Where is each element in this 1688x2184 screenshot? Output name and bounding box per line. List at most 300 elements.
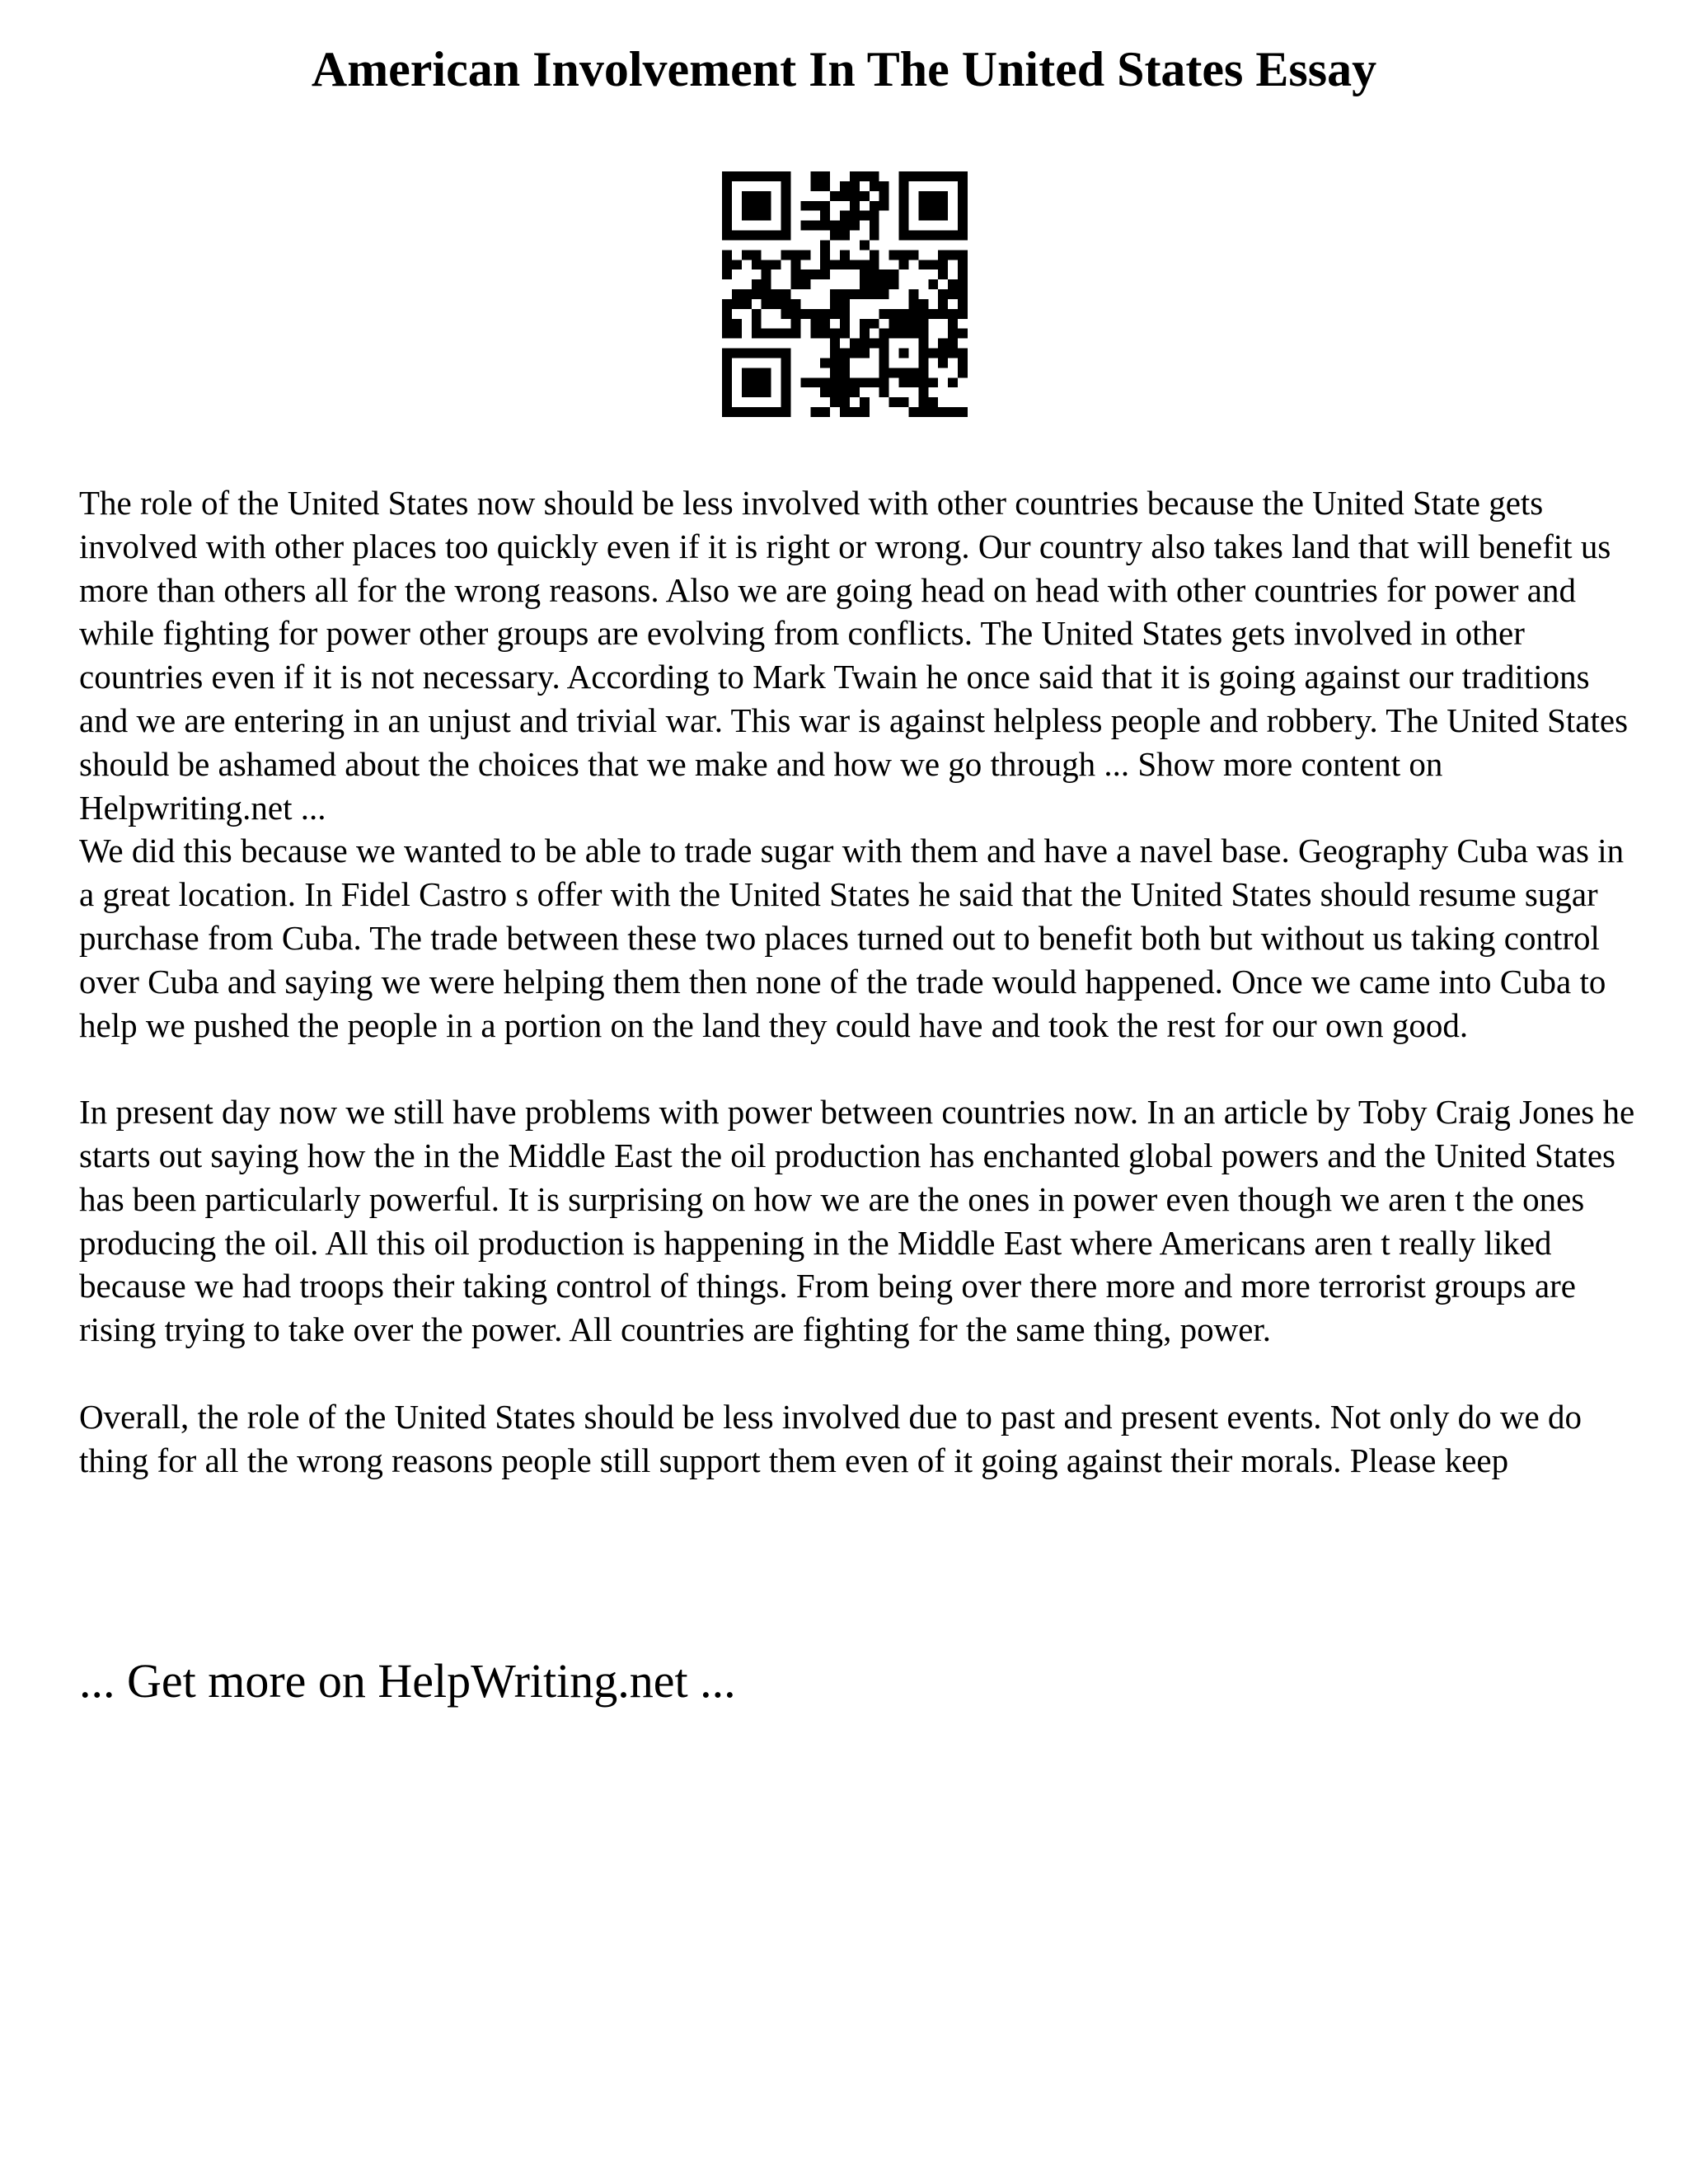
qr-module — [850, 339, 860, 349]
qr-module — [840, 231, 850, 241]
qr-module — [800, 221, 810, 231]
qr-module — [938, 407, 948, 417]
qr-module — [830, 260, 840, 269]
qr-module — [879, 387, 889, 397]
qr-module — [722, 309, 732, 319]
qr-module — [958, 250, 968, 260]
qr-module — [840, 221, 850, 231]
qr-module — [742, 377, 752, 387]
get-more-link[interactable]: ... Get more on HelpWriting.net ... — [79, 1654, 736, 1708]
qr-module — [752, 309, 762, 319]
qr-module — [899, 221, 909, 231]
qr-module — [899, 191, 909, 201]
qr-module — [830, 329, 840, 339]
qr-module — [762, 329, 771, 339]
qr-module — [781, 211, 791, 221]
qr-module — [938, 211, 948, 221]
qr-module — [860, 191, 870, 201]
qr-module — [732, 171, 742, 181]
qr-module — [820, 171, 830, 181]
qr-module — [830, 289, 840, 299]
qr-module — [752, 349, 762, 359]
qr-module — [938, 339, 948, 349]
qr-module — [958, 309, 968, 319]
qr-module — [840, 397, 850, 407]
qr-module — [742, 299, 752, 309]
qr-module — [742, 171, 752, 181]
qr-module — [752, 171, 762, 181]
qr-module — [742, 231, 752, 241]
qr-module — [830, 309, 840, 319]
qr-module — [840, 309, 850, 319]
qr-module — [810, 221, 820, 231]
qr-module — [938, 289, 948, 299]
qr-module — [870, 250, 879, 260]
qr-module — [722, 181, 732, 191]
qr-module — [860, 240, 870, 250]
qr-module — [899, 260, 909, 269]
qr-module — [722, 368, 732, 377]
qr-module — [889, 397, 899, 407]
qr-module — [918, 231, 928, 241]
qr-module — [928, 211, 938, 221]
qr-module — [840, 250, 850, 260]
qr-module — [870, 260, 879, 269]
qr-module — [908, 309, 918, 319]
qr-module — [762, 289, 771, 299]
qr-module — [928, 397, 938, 407]
qr-module — [958, 349, 968, 359]
qr-module — [899, 397, 909, 407]
qr-module — [790, 299, 800, 309]
qr-module — [840, 211, 850, 221]
qr-module — [810, 319, 820, 329]
qr-module — [830, 299, 840, 309]
qr-module — [928, 377, 938, 387]
qr-module — [928, 279, 938, 289]
qr-module — [879, 289, 889, 299]
qr-module — [879, 181, 889, 191]
qr-module — [889, 329, 899, 339]
qr-module — [958, 407, 968, 417]
qr-module — [879, 191, 889, 201]
qr-module — [820, 358, 830, 368]
qr-module — [889, 319, 899, 329]
essay-paragraph-4: Overall, the role of the United States should be less involved due to past and present events. Not only do we do thing for all the wrong reasons people still support them even of it going against their morals. Please keep — [79, 1397, 1582, 1479]
qr-module — [958, 211, 968, 221]
qr-module — [742, 211, 752, 221]
qr-module — [790, 279, 800, 289]
qr-module — [928, 407, 938, 417]
qr-module — [830, 387, 840, 397]
qr-module — [860, 329, 870, 339]
qr-module — [850, 211, 860, 221]
qr-module — [762, 349, 771, 359]
qr-module — [850, 407, 860, 417]
qr-module — [771, 329, 781, 339]
qr-module — [918, 377, 928, 387]
qr-module — [820, 387, 830, 397]
qr-module — [889, 279, 899, 289]
qr-module — [899, 377, 909, 387]
qr-module — [938, 250, 948, 260]
qr-module — [958, 358, 968, 368]
qr-module — [820, 250, 830, 260]
qr-module — [742, 250, 752, 260]
qr-module — [762, 211, 771, 221]
qr-module — [840, 407, 850, 417]
qr-module — [948, 309, 958, 319]
qr-module — [820, 221, 830, 231]
qr-module — [781, 250, 791, 260]
qr-module — [928, 309, 938, 319]
qr-module — [958, 260, 968, 269]
qr-module — [722, 250, 732, 260]
document-title: American Involvement In The United States Essay — [311, 42, 1377, 96]
qr-module — [781, 309, 791, 319]
qr-module — [732, 299, 742, 309]
qr-module — [820, 240, 830, 250]
qr-module — [722, 329, 732, 339]
qr-module — [918, 358, 928, 368]
qr-module — [781, 358, 791, 368]
qr-module — [850, 201, 860, 211]
qr-module — [830, 358, 840, 368]
qr-module — [830, 339, 840, 349]
qr-module — [850, 191, 860, 201]
qr-module — [732, 319, 742, 329]
qr-module — [722, 191, 732, 201]
qr-module — [938, 191, 948, 201]
qr-module — [722, 387, 732, 397]
qr-module — [732, 231, 742, 241]
qr-module — [781, 181, 791, 191]
qr-module — [762, 201, 771, 211]
qr-module — [830, 368, 840, 377]
qr-module — [762, 171, 771, 181]
qr-module — [918, 339, 928, 349]
qr-module — [840, 299, 850, 309]
qr-module — [889, 250, 899, 260]
qr-module — [860, 289, 870, 299]
qr-module — [928, 349, 938, 359]
qr-module — [889, 309, 899, 319]
qr-module — [810, 377, 820, 387]
qr-module — [918, 387, 928, 397]
qr-module — [771, 407, 781, 417]
qr-module — [958, 231, 968, 241]
qr-module — [752, 377, 762, 387]
qr-module — [722, 358, 732, 368]
qr-module — [889, 368, 899, 377]
qr-module — [899, 171, 909, 181]
qr-module — [810, 329, 820, 339]
qr-module — [820, 269, 830, 279]
qr-module — [918, 309, 928, 319]
qr-module — [742, 191, 752, 201]
qr-module — [840, 260, 850, 269]
qr-module — [860, 319, 870, 329]
qr-module — [732, 260, 742, 269]
qr-module — [860, 279, 870, 289]
qr-module — [762, 299, 771, 309]
qr-module — [752, 289, 762, 299]
qr-module — [860, 171, 870, 181]
qr-module — [722, 349, 732, 359]
qr-module — [948, 329, 958, 339]
qr-module — [948, 250, 958, 260]
qr-module — [918, 368, 928, 377]
qr-module — [800, 250, 810, 260]
qr-module — [742, 349, 752, 359]
qr-module — [938, 309, 948, 319]
qr-module — [870, 201, 879, 211]
qr-module — [790, 260, 800, 269]
qr-module — [850, 387, 860, 397]
qr-module — [899, 181, 909, 191]
qr-module — [810, 269, 820, 279]
qr-module — [860, 211, 870, 221]
qr-module — [918, 407, 928, 417]
qr-module — [800, 269, 810, 279]
qr-module — [899, 231, 909, 241]
qr-module — [781, 387, 791, 397]
qr-module — [771, 349, 781, 359]
qr-module — [781, 231, 791, 241]
qr-module — [781, 368, 791, 377]
qr-module — [810, 309, 820, 319]
qr-module — [870, 377, 879, 387]
qr-module — [879, 349, 889, 359]
qr-module — [840, 191, 850, 201]
qr-module — [752, 260, 762, 269]
qr-module — [752, 319, 762, 329]
qr-module — [948, 171, 958, 181]
qr-module — [870, 319, 879, 329]
qr-module — [870, 279, 879, 289]
qr-module — [840, 358, 850, 368]
qr-module — [830, 221, 840, 231]
qr-module — [899, 250, 909, 260]
qr-module — [722, 201, 732, 211]
qr-module — [918, 201, 928, 211]
qr-module — [938, 358, 948, 368]
qr-module — [810, 201, 820, 211]
qr-module — [820, 181, 830, 191]
qr-module — [879, 201, 889, 211]
qr-module — [830, 231, 840, 241]
qr-module — [860, 407, 870, 417]
qr-module — [908, 231, 918, 241]
qr-module — [958, 191, 968, 201]
qr-module — [860, 349, 870, 359]
qr-module — [850, 221, 860, 231]
qr-module — [752, 329, 762, 339]
qr-module — [918, 260, 928, 269]
qr-module — [830, 377, 840, 387]
qr-module — [762, 407, 771, 417]
qr-module — [790, 309, 800, 319]
qr-module — [752, 387, 762, 397]
qr-module — [948, 349, 958, 359]
qr-module — [908, 329, 918, 339]
qr-module — [830, 397, 840, 407]
qr-module — [820, 377, 830, 387]
qr-module — [781, 171, 791, 181]
qr-module — [722, 299, 732, 309]
qr-module — [722, 221, 732, 231]
qr-module — [889, 269, 899, 279]
qr-module — [918, 349, 928, 359]
qr-module — [879, 339, 889, 349]
qr-module — [948, 319, 958, 329]
qr-module — [918, 171, 928, 181]
qr-module — [810, 181, 820, 191]
qr-module — [958, 269, 968, 279]
qr-module — [781, 397, 791, 407]
qr-module — [762, 191, 771, 201]
qr-code-icon[interactable] — [722, 171, 968, 417]
qr-module — [810, 171, 820, 181]
qr-module — [752, 250, 762, 260]
essay-paragraph-1: The role of the United States now should be less involved with other countries because the United State gets involved with other places too quickly even if it is right or wrong. Our country also takes land that will benefit us more than others all for the wrong reasons. Also we are going head on head with other countries for power and while fighting for power other groups are evolving from conflicts. The United States gets involved in other countries even if it is not necessary. According to Mark Twain he once said that it is going against our traditions and we are entering in an unjust and trivial war. This war is against helpless people and robbery. The United States should be ashamed about the choices that we make and how we go through ... Show more content on Helpwriting.net ... — [79, 484, 1629, 827]
qr-module — [850, 171, 860, 181]
qr-module — [771, 289, 781, 299]
qr-module — [732, 289, 742, 299]
qr-module — [908, 250, 918, 260]
qr-module — [948, 289, 958, 299]
qr-module — [879, 329, 889, 339]
qr-module — [938, 201, 948, 211]
qr-module — [790, 269, 800, 279]
qr-module — [781, 221, 791, 231]
qr-module — [870, 181, 879, 191]
qr-module — [820, 319, 830, 329]
qr-module — [879, 377, 889, 387]
qr-module — [918, 329, 928, 339]
qr-module — [948, 407, 958, 417]
qr-module — [870, 231, 879, 241]
qr-module — [752, 407, 762, 417]
qr-module — [870, 339, 879, 349]
qr-module — [781, 329, 791, 339]
qr-module — [918, 191, 928, 201]
qr-module — [948, 339, 958, 349]
qr-module — [879, 358, 889, 368]
qr-module — [820, 309, 830, 319]
qr-module — [879, 269, 889, 279]
qr-module — [948, 377, 958, 387]
qr-module — [840, 377, 850, 387]
qr-module — [820, 260, 830, 269]
qr-module — [722, 231, 732, 241]
qr-module — [840, 329, 850, 339]
qr-module — [938, 269, 948, 279]
qr-module — [938, 231, 948, 241]
qr-module — [928, 231, 938, 241]
qr-module — [830, 349, 840, 359]
qr-module — [958, 181, 968, 191]
qr-module — [762, 377, 771, 387]
qr-module — [722, 377, 732, 387]
qr-module — [908, 368, 918, 377]
qr-module — [800, 377, 810, 387]
qr-module — [958, 329, 968, 339]
qr-module — [790, 250, 800, 260]
qr-module — [742, 368, 752, 377]
qr-module — [800, 201, 810, 211]
qr-module — [800, 279, 810, 289]
qr-module — [860, 397, 870, 407]
qr-module — [850, 289, 860, 299]
qr-module — [722, 269, 732, 279]
qr-module — [790, 319, 800, 329]
qr-module — [870, 211, 879, 221]
qr-module — [840, 181, 850, 191]
qr-module — [908, 407, 918, 417]
qr-module — [870, 221, 879, 231]
qr-module — [860, 260, 870, 269]
qr-module — [870, 171, 879, 181]
qr-module — [790, 329, 800, 339]
qr-module — [850, 349, 860, 359]
qr-module — [899, 211, 909, 221]
qr-module — [948, 279, 958, 289]
qr-module — [781, 377, 791, 387]
essay-paragraph-2: We did this because we wanted to be able to trade sugar with them and have a navel base. Geography Cuba was in a great location. In Fidel Castro s offer with the United States he said that the United States should resume sugar purchase from Cuba. The trade between these two places turned out to benefit both but without us taking control over Cuba and saying we were helping them then none of the trade would happened. Once we came into Cuba to help we pushed the people in a portion on the land they could have and took the rest for our own good. — [79, 832, 1625, 1044]
qr-module — [771, 299, 781, 309]
qr-module — [899, 349, 909, 359]
qr-module — [879, 309, 889, 319]
qr-module — [908, 289, 918, 299]
qr-module — [879, 279, 889, 289]
qr-module — [879, 368, 889, 377]
qr-module — [958, 299, 968, 309]
qr-module — [938, 171, 948, 181]
qr-module — [800, 309, 810, 319]
qr-module — [840, 319, 850, 329]
qr-module — [781, 289, 791, 299]
qr-module — [938, 260, 948, 269]
qr-module — [820, 407, 830, 417]
qr-module — [870, 269, 879, 279]
qr-module — [830, 191, 840, 201]
qr-module — [722, 397, 732, 407]
qr-module — [908, 319, 918, 329]
qr-module — [820, 329, 830, 339]
qr-module — [732, 349, 742, 359]
qr-module — [938, 299, 948, 309]
qr-module — [928, 201, 938, 211]
qr-module — [958, 368, 968, 377]
qr-module — [908, 171, 918, 181]
qr-module — [958, 289, 968, 299]
qr-module — [781, 191, 791, 201]
qr-module — [810, 407, 820, 417]
qr-module — [762, 368, 771, 377]
qr-module — [958, 279, 968, 289]
qr-module — [752, 211, 762, 221]
qr-module — [918, 319, 928, 329]
qr-module — [762, 387, 771, 397]
qr-module — [899, 319, 909, 329]
qr-module — [732, 407, 742, 417]
qr-module — [860, 269, 870, 279]
qr-module — [752, 191, 762, 201]
qr-module — [771, 171, 781, 181]
qr-module — [870, 289, 879, 299]
qr-module — [762, 279, 771, 289]
